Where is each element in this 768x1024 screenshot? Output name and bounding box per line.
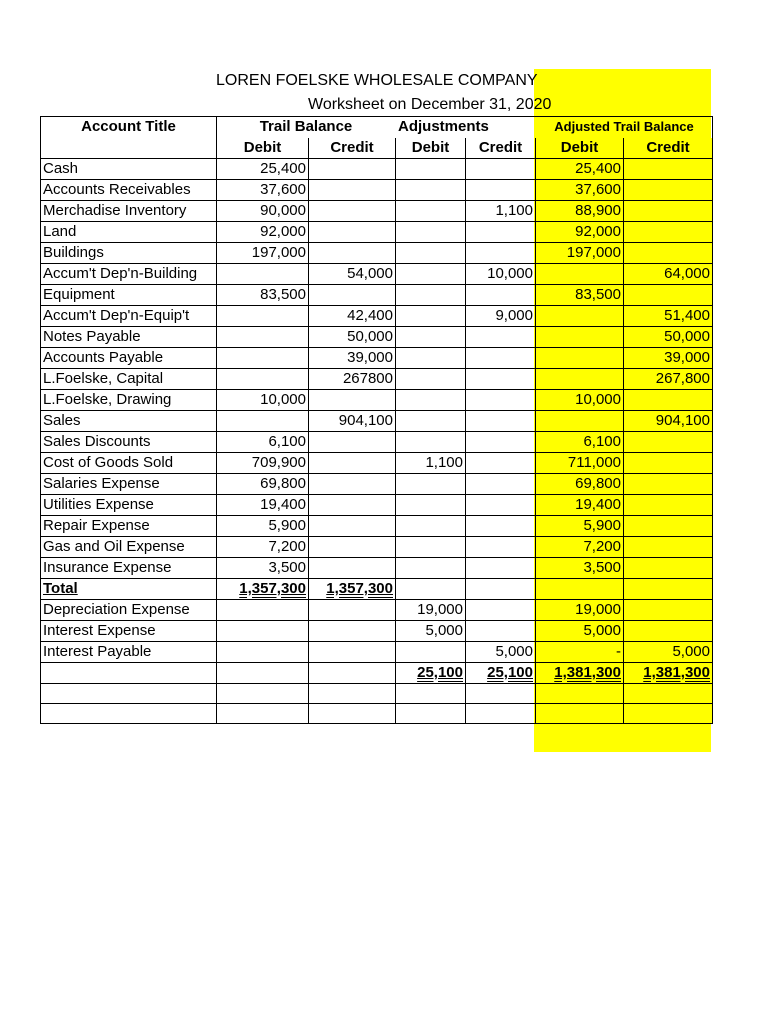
adj-debit-cell: 19,000 — [396, 600, 466, 621]
account-name-cell: Buildings — [41, 243, 217, 264]
total-adj-debit-cell — [396, 579, 466, 600]
blank-cell — [41, 684, 217, 704]
table-row — [41, 369, 713, 390]
adj-credit-cell — [466, 327, 536, 348]
tb-debit-cell: 90,000 — [217, 201, 309, 222]
adj-debit-cell — [396, 180, 466, 201]
atb-credit-cell — [624, 243, 713, 264]
tb-debit-cell: 19,400 — [217, 495, 309, 516]
account-name-cell: L.Foelske, Capital — [41, 369, 217, 390]
account-name-cell: Cost of Goods Sold — [41, 453, 217, 474]
grand-total-adj-credit-cell-value: 25,100 — [487, 664, 533, 681]
account-name-cell: Equipment — [41, 285, 217, 306]
atb-debit-cell: 69,800 — [536, 474, 624, 495]
blank-cell — [217, 684, 309, 704]
atb-debit-cell: 92,000 — [536, 222, 624, 243]
account-name-cell: Land — [41, 222, 217, 243]
atb-credit-cell — [624, 285, 713, 306]
adj-debit-cell — [396, 369, 466, 390]
tb-credit-cell: 267800 — [309, 369, 396, 390]
header-adjusted-trail-balance: Adjusted Trail Balance — [536, 117, 713, 138]
account-name-cell: Gas and Oil Expense — [41, 537, 217, 558]
table-row — [41, 600, 713, 621]
atb-debit-cell — [536, 327, 624, 348]
table-row — [41, 432, 713, 453]
atb-credit-cell — [624, 432, 713, 453]
header-tb-debit: Debit — [217, 138, 309, 159]
tb-debit-cell: 709,900 — [217, 453, 309, 474]
atb-credit-cell — [624, 495, 713, 516]
atb-debit-cell: - — [536, 642, 624, 663]
tb-credit-cell — [309, 516, 396, 537]
table-row — [41, 222, 713, 243]
adj-credit-cell — [466, 285, 536, 306]
grand-total-adj-debit-cell-value: 25,100 — [417, 664, 463, 681]
tb-debit-cell: 6,100 — [217, 432, 309, 453]
adj-credit-cell — [466, 369, 536, 390]
tb-credit-cell — [309, 432, 396, 453]
tb-debit-cell — [217, 327, 309, 348]
atb-debit-cell — [536, 369, 624, 390]
adj-credit-cell — [466, 243, 536, 264]
atb-debit-cell: 19,000 — [536, 600, 624, 621]
atb-debit-cell: 3,500 — [536, 558, 624, 579]
tb-credit-cell: 42,400 — [309, 306, 396, 327]
account-name-cell: Salaries Expense — [41, 474, 217, 495]
tb-debit-cell: 69,800 — [217, 474, 309, 495]
tb-credit-cell — [309, 621, 396, 642]
total-label: Total — [43, 580, 78, 597]
worksheet-subtitle: Worksheet on December 31, 2020 — [308, 96, 552, 113]
adj-credit-cell — [466, 558, 536, 579]
tb-debit-cell — [217, 642, 309, 663]
table-row — [41, 495, 713, 516]
total-atb-credit-cell — [624, 579, 713, 600]
adj-credit-cell — [466, 222, 536, 243]
account-name-cell: Merchadise Inventory — [41, 201, 217, 222]
atb-debit-cell — [536, 348, 624, 369]
tb-debit-cell: 25,400 — [217, 159, 309, 180]
adj-debit-cell — [396, 516, 466, 537]
tb-debit-cell: 5,900 — [217, 516, 309, 537]
tb-credit-cell — [309, 180, 396, 201]
adj-credit-cell — [466, 411, 536, 432]
account-name-cell: Repair Expense — [41, 516, 217, 537]
adj-debit-cell — [396, 390, 466, 411]
table-row — [41, 243, 713, 264]
tb-debit-cell: 37,600 — [217, 180, 309, 201]
header-atb-credit: Credit — [624, 138, 713, 159]
atb-credit-cell — [624, 453, 713, 474]
atb-credit-cell — [624, 600, 713, 621]
table-row — [41, 390, 713, 411]
blank-cell — [41, 704, 217, 724]
atb-debit-cell: 83,500 — [536, 285, 624, 306]
tb-credit-cell — [309, 558, 396, 579]
account-name-cell: Insurance Expense — [41, 558, 217, 579]
account-name-cell: Sales — [41, 411, 217, 432]
tb-debit-cell: 197,000 — [217, 243, 309, 264]
atb-credit-cell — [624, 516, 713, 537]
adj-credit-cell — [466, 180, 536, 201]
table-row — [41, 306, 713, 327]
tb-credit-cell — [309, 453, 396, 474]
tb-credit-cell: 50,000 — [309, 327, 396, 348]
atb-debit-cell — [536, 264, 624, 285]
adj-debit-cell — [396, 411, 466, 432]
adj-debit-cell — [396, 537, 466, 558]
blank-cell — [396, 684, 466, 704]
blank-cell — [217, 704, 309, 724]
tb-credit-cell — [309, 222, 396, 243]
tb-debit-cell — [217, 306, 309, 327]
atb-credit-cell: 5,000 — [624, 642, 713, 663]
adj-debit-cell — [396, 642, 466, 663]
table-row — [41, 159, 713, 180]
adj-credit-cell — [466, 348, 536, 369]
table-row — [41, 537, 713, 558]
atb-credit-cell — [624, 537, 713, 558]
tb-credit-cell — [309, 537, 396, 558]
adj-debit-cell — [396, 264, 466, 285]
grand-total-adj-debit-cell — [396, 663, 466, 684]
tb-debit-cell: 10,000 — [217, 390, 309, 411]
table-row — [41, 474, 713, 495]
adj-debit-cell — [396, 432, 466, 453]
adj-credit-cell — [466, 474, 536, 495]
adj-credit-cell: 9,000 — [466, 306, 536, 327]
atb-debit-cell: 5,900 — [536, 516, 624, 537]
adj-debit-cell — [396, 222, 466, 243]
tb-credit-cell: 39,000 — [309, 348, 396, 369]
table-row — [41, 453, 713, 474]
grand-total-atb-credit-cell — [624, 663, 713, 684]
adj-credit-cell — [466, 516, 536, 537]
tb-debit-cell: 7,200 — [217, 537, 309, 558]
table-row — [41, 180, 713, 201]
total-tb-credit-cell — [309, 579, 396, 600]
header-row-groups — [41, 117, 713, 138]
tb-credit-cell — [309, 201, 396, 222]
adj-debit-cell — [396, 243, 466, 264]
blank-cell — [396, 704, 466, 724]
total-tb-credit-cell-value: 1,357,300 — [326, 580, 393, 597]
atb-credit-cell — [624, 474, 713, 495]
header-atb-debit: Debit — [536, 138, 624, 159]
table-row — [41, 642, 713, 663]
account-name-cell: Utilities Expense — [41, 495, 217, 516]
total-atb-debit-cell — [536, 579, 624, 600]
atb-debit-cell: 10,000 — [536, 390, 624, 411]
atb-debit-cell: 19,400 — [536, 495, 624, 516]
table-row — [41, 264, 713, 285]
tb-credit-cell — [309, 285, 396, 306]
atb-credit-cell — [624, 222, 713, 243]
tb-debit-cell: 92,000 — [217, 222, 309, 243]
adj-debit-cell — [396, 348, 466, 369]
account-name-cell: Accum't Dep'n-Building — [41, 264, 217, 285]
adj-credit-cell: 1,100 — [466, 201, 536, 222]
grand-total-atb-debit-cell — [536, 663, 624, 684]
adj-credit-cell: 10,000 — [466, 264, 536, 285]
atb-credit-cell — [624, 621, 713, 642]
atb-credit-cell: 51,400 — [624, 306, 713, 327]
header-trail-balance: Trail Balance — [217, 117, 396, 138]
blank-cell — [536, 704, 624, 724]
adj-debit-cell — [396, 159, 466, 180]
adj-debit-cell — [396, 474, 466, 495]
blank-cell — [466, 704, 536, 724]
atb-debit-cell: 197,000 — [536, 243, 624, 264]
grand-total-adj-credit-cell — [466, 663, 536, 684]
atb-debit-cell: 25,400 — [536, 159, 624, 180]
adj-credit-cell — [466, 537, 536, 558]
account-name-cell: Accum't Dep'n-Equip't — [41, 306, 217, 327]
header-tb-credit: Credit — [309, 138, 396, 159]
total-tb-debit-cell-value: 1,357,300 — [239, 580, 306, 597]
tb-debit-cell — [217, 369, 309, 390]
total-tb-debit-cell — [217, 579, 309, 600]
adj-credit-cell — [466, 621, 536, 642]
blank-cell — [624, 684, 713, 704]
atb-credit-cell: 64,000 — [624, 264, 713, 285]
grand-total-atb-debit-cell-value: 1,381,300 — [554, 664, 621, 681]
adj-credit-cell — [466, 432, 536, 453]
blank-row — [41, 684, 713, 704]
tb-debit-cell — [217, 411, 309, 432]
grand-total-tb-debit-cell — [217, 663, 309, 684]
tb-debit-cell: 83,500 — [217, 285, 309, 306]
header-adj-credit: Credit — [466, 138, 536, 159]
tb-credit-cell: 904,100 — [309, 411, 396, 432]
header-adjustments: Adjustments — [396, 117, 536, 138]
adj-credit-cell — [466, 600, 536, 621]
adj-debit-cell — [396, 285, 466, 306]
adj-debit-cell — [396, 558, 466, 579]
account-name-cell: L.Foelske, Drawing — [41, 390, 217, 411]
total-label-cell — [41, 579, 217, 600]
tb-credit-cell — [309, 495, 396, 516]
account-name-cell: Cash — [41, 159, 217, 180]
table-row — [41, 621, 713, 642]
blank-cell — [624, 704, 713, 724]
blank-cell — [309, 684, 396, 704]
blank-cell — [309, 704, 396, 724]
atb-debit-cell: 7,200 — [536, 537, 624, 558]
atb-debit-cell: 6,100 — [536, 432, 624, 453]
atb-debit-cell: 37,600 — [536, 180, 624, 201]
tb-credit-cell — [309, 159, 396, 180]
account-name-cell: Accounts Payable — [41, 348, 217, 369]
atb-credit-cell — [624, 201, 713, 222]
table-row — [41, 327, 713, 348]
tb-credit-cell — [309, 600, 396, 621]
atb-debit-cell: 88,900 — [536, 201, 624, 222]
account-name-cell: Interest Payable — [41, 642, 217, 663]
account-name-cell: Depreciation Expense — [41, 600, 217, 621]
adj-debit-cell — [396, 306, 466, 327]
atb-debit-cell: 5,000 — [536, 621, 624, 642]
tb-credit-cell — [309, 474, 396, 495]
table-row — [41, 558, 713, 579]
blank-cell — [466, 684, 536, 704]
total-row — [41, 579, 713, 600]
table-row — [41, 285, 713, 306]
tb-debit-cell: 3,500 — [217, 558, 309, 579]
tb-credit-cell: 54,000 — [309, 264, 396, 285]
atb-credit-cell: 39,000 — [624, 348, 713, 369]
atb-debit-cell — [536, 306, 624, 327]
adj-debit-cell: 5,000 — [396, 621, 466, 642]
tb-credit-cell — [309, 390, 396, 411]
total-adj-credit-cell — [466, 579, 536, 600]
atb-credit-cell: 267,800 — [624, 369, 713, 390]
account-name-cell: Sales Discounts — [41, 432, 217, 453]
adj-credit-cell — [466, 453, 536, 474]
worksheet-table — [40, 116, 713, 724]
table-row — [41, 516, 713, 537]
grand-total-atb-credit-cell-value: 1,381,300 — [643, 664, 710, 681]
adj-debit-cell: 1,100 — [396, 453, 466, 474]
atb-credit-cell — [624, 558, 713, 579]
tb-credit-cell — [309, 642, 396, 663]
header-account-title: Account Title — [41, 117, 217, 159]
atb-debit-cell: 711,000 — [536, 453, 624, 474]
atb-credit-cell — [624, 180, 713, 201]
grand-total-label-cell — [41, 663, 217, 684]
atb-credit-cell: 50,000 — [624, 327, 713, 348]
adj-credit-cell — [466, 159, 536, 180]
adj-credit-cell — [466, 495, 536, 516]
atb-credit-cell — [624, 159, 713, 180]
account-name-cell: Interest Expense — [41, 621, 217, 642]
grand-total-row — [41, 663, 713, 684]
atb-debit-cell — [536, 411, 624, 432]
account-name-cell: Accounts Receivables — [41, 180, 217, 201]
tb-debit-cell — [217, 621, 309, 642]
tb-credit-cell — [309, 243, 396, 264]
adj-credit-cell — [466, 390, 536, 411]
tb-debit-cell — [217, 348, 309, 369]
blank-cell — [536, 684, 624, 704]
atb-credit-cell: 904,100 — [624, 411, 713, 432]
grand-total-tb-credit-cell — [309, 663, 396, 684]
adj-debit-cell — [396, 327, 466, 348]
table-row — [41, 348, 713, 369]
adj-debit-cell — [396, 201, 466, 222]
adj-debit-cell — [396, 495, 466, 516]
tb-debit-cell — [217, 600, 309, 621]
blank-row — [41, 704, 713, 724]
company-title: LOREN FOELSKE WHOLESALE COMPANY — [216, 72, 538, 89]
tb-debit-cell — [217, 264, 309, 285]
atb-credit-cell — [624, 390, 713, 411]
account-name-cell: Notes Payable — [41, 327, 217, 348]
table-row — [41, 411, 713, 432]
header-adj-debit: Debit — [396, 138, 466, 159]
adj-credit-cell: 5,000 — [466, 642, 536, 663]
table-row — [41, 201, 713, 222]
